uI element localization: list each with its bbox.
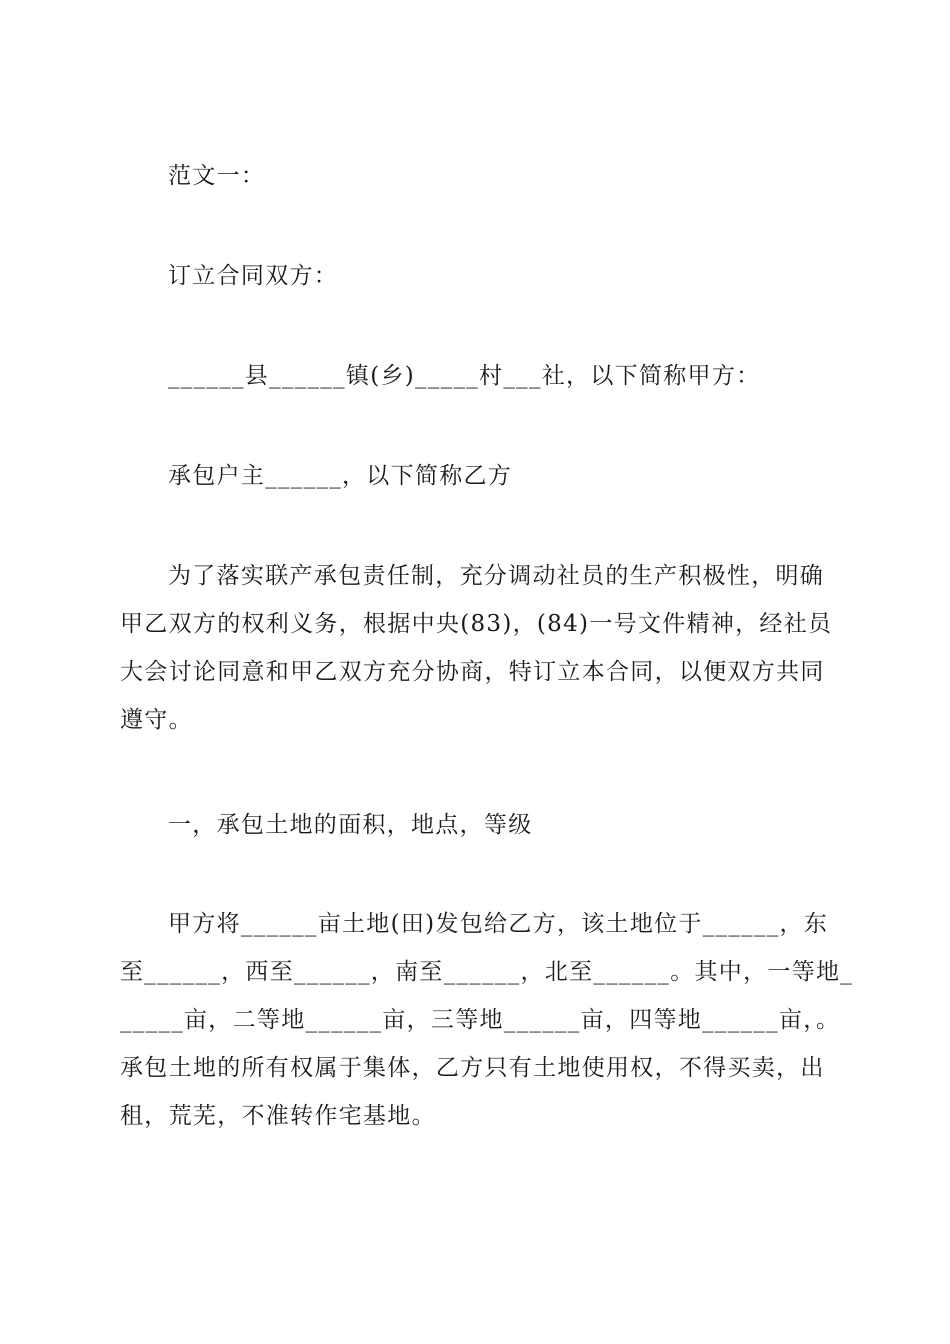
section1-line: 甲方将______亩土地(田)发包给乙方，该土地位于______，东 [168, 911, 829, 937]
party-a-text: ______县______镇(乡)_____村___社，以下简称甲方： [168, 363, 761, 389]
parties-label [120, 252, 832, 300]
intro-paragraph [120, 552, 832, 744]
section1-title-text: 一，承包土地的面积，地点，等级 [168, 812, 533, 838]
parties-label-text: 订立合同双方： [168, 263, 339, 289]
section1-line: 承包土地的所有权属于集体，乙方只有土地使用权，不得买卖，出 [120, 1055, 825, 1081]
intro-line: 大会讨论同意和甲乙双方充分协商，特订立本合同，以便双方共同 [120, 659, 825, 685]
section1-line: 至______，西至______，南至______，北至______。其中，一等地_ [120, 959, 854, 985]
section1-line: _____亩，二等地______亩，三等地______亩，四等地______亩，。 [120, 1007, 841, 1033]
intro-line: 为了落实联产承包责任制，充分调动社员的生产积极性，明确 [168, 563, 825, 589]
section1-line: 租，荒芜，不准转作宅基地。 [120, 1103, 436, 1129]
intro-line: 甲乙双方的权利义务，根据中央(83)，(84)一号文件精神，经社员 [120, 611, 833, 637]
party-b-line [120, 452, 832, 500]
section1-title [120, 801, 832, 849]
heading-text: 范文一： [168, 163, 266, 189]
party-a-line [120, 352, 832, 400]
document-heading [120, 152, 832, 200]
section1-body [120, 900, 854, 1140]
party-b-text: 承包户主______，以下简称乙方 [168, 463, 513, 489]
intro-line: 遵守。 [120, 707, 193, 733]
